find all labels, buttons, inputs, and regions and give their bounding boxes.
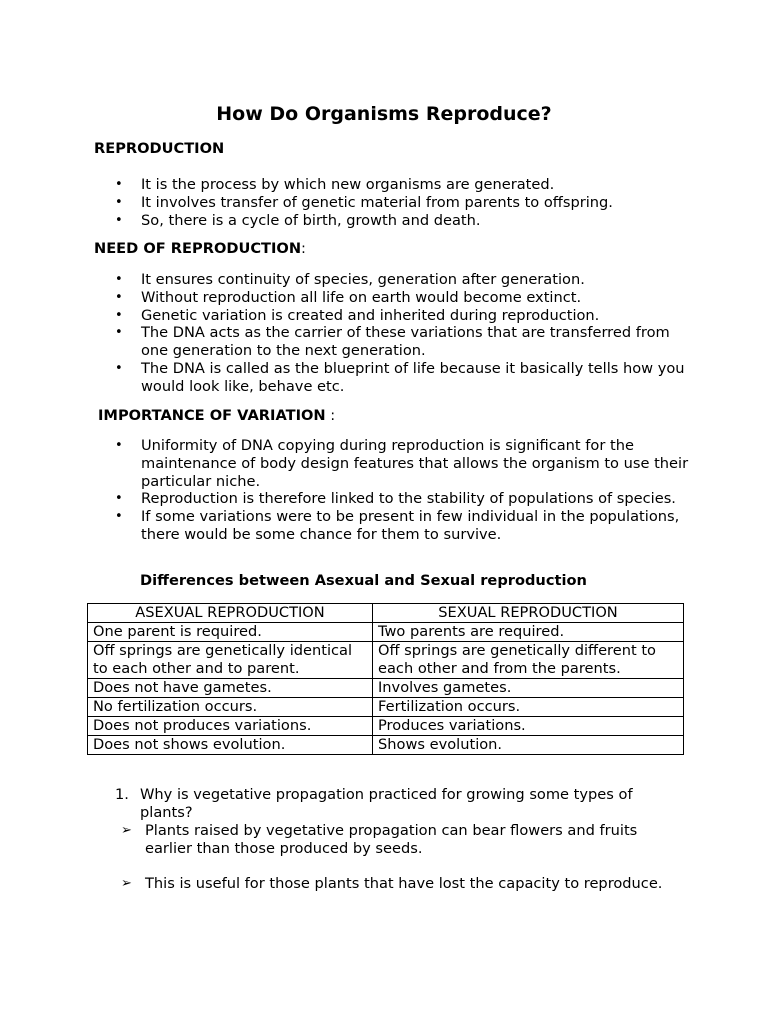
table-cell: Does not have gametes.	[88, 679, 373, 698]
arrow-bullet-icon: ➢	[121, 823, 132, 838]
table-header-row	[88, 604, 684, 623]
page-title: How Do Organisms Reproduce?	[216, 103, 552, 125]
list-item: • It involves transfer of genetic material from parents to offspring.	[94, 194, 714, 212]
table-row	[88, 679, 684, 698]
table-cell: Shows evolution.	[373, 736, 684, 755]
table-row	[88, 642, 684, 679]
list-item: • The DNA acts as the carrier of these variations that are transferred from one generation to the next generation.	[94, 324, 694, 360]
table-cell: Off springs are genetically identical to each other and to parent.	[88, 642, 373, 679]
table-row	[88, 623, 684, 642]
table-cell: Does not produces variations.	[88, 717, 373, 736]
table-cell: Fertilization occurs.	[373, 698, 684, 717]
answer-text: This is useful for those plants that have lost the capacity to reproduce.	[145, 875, 663, 892]
section-heading-need-of-reproduction: NEED OF REPRODUCTION:	[94, 240, 306, 257]
list-item: • Genetic variation is created and inherited during reproduction.	[94, 307, 694, 325]
list-item: • Without reproduction all life on earth would become extinct.	[94, 289, 694, 307]
table-cell: Produces variations.	[373, 717, 684, 736]
answer-text: Plants raised by vegetative propagation can bear flowers and fruits earlier than those produced by seeds.	[145, 822, 638, 857]
comparison-table	[87, 603, 684, 755]
question-text: Why is vegetative propagation practiced for growing some types of plants?	[140, 786, 633, 821]
section-heading-importance-of-variation: IMPORTANCE OF VARIATION :	[98, 407, 336, 424]
question-number: 1.	[115, 786, 129, 803]
bullet-list-need-of-reproduction	[94, 271, 694, 396]
column-header-sexual: SEXUAL REPRODUCTION	[373, 604, 684, 623]
table-cell: No fertilization occurs.	[88, 698, 373, 717]
table-row	[88, 717, 684, 736]
table-cell: Involves gametes.	[373, 679, 684, 698]
list-item: • Reproduction is therefore linked to the stability of populations of species.	[94, 490, 694, 508]
bullet-list-reproduction	[94, 176, 714, 229]
bullet-list-importance-of-variation	[94, 437, 694, 544]
list-item: • So, there is a cycle of birth, growth and death.	[94, 212, 714, 230]
list-item: • It is the process by which new organisms are generated.	[94, 176, 714, 194]
table-caption: Differences between Asexual and Sexual reproduction	[140, 572, 587, 589]
table-cell: Does not shows evolution.	[88, 736, 373, 755]
list-item: • It ensures continuity of species, generation after generation.	[94, 271, 694, 289]
section-heading-reproduction: REPRODUCTION	[94, 140, 225, 157]
question	[115, 786, 675, 822]
list-item: • The DNA is called as the blueprint of life because it basically tells how you would look like, behave etc.	[94, 360, 694, 396]
arrow-bullet-icon: ➢	[121, 876, 132, 891]
table-cell: Off springs are genetically different to each other and from the parents.	[373, 642, 684, 679]
column-header-asexual: ASEXUAL REPRODUCTION	[88, 604, 373, 623]
table-cell: Two parents are required.	[373, 623, 684, 642]
answer-item	[115, 875, 675, 893]
table-cell: One parent is required.	[88, 623, 373, 642]
answer-item	[115, 822, 675, 858]
list-item: • Uniformity of DNA copying during reproduction is significant for the maintenance of body design features that allows the organism to use their particular niche.	[94, 437, 694, 490]
table-row	[88, 736, 684, 755]
question-block	[115, 786, 675, 893]
list-item: • If some variations were to be present in few individual in the populations, there would be some chance for them to survive.	[94, 508, 694, 544]
table-row	[88, 698, 684, 717]
